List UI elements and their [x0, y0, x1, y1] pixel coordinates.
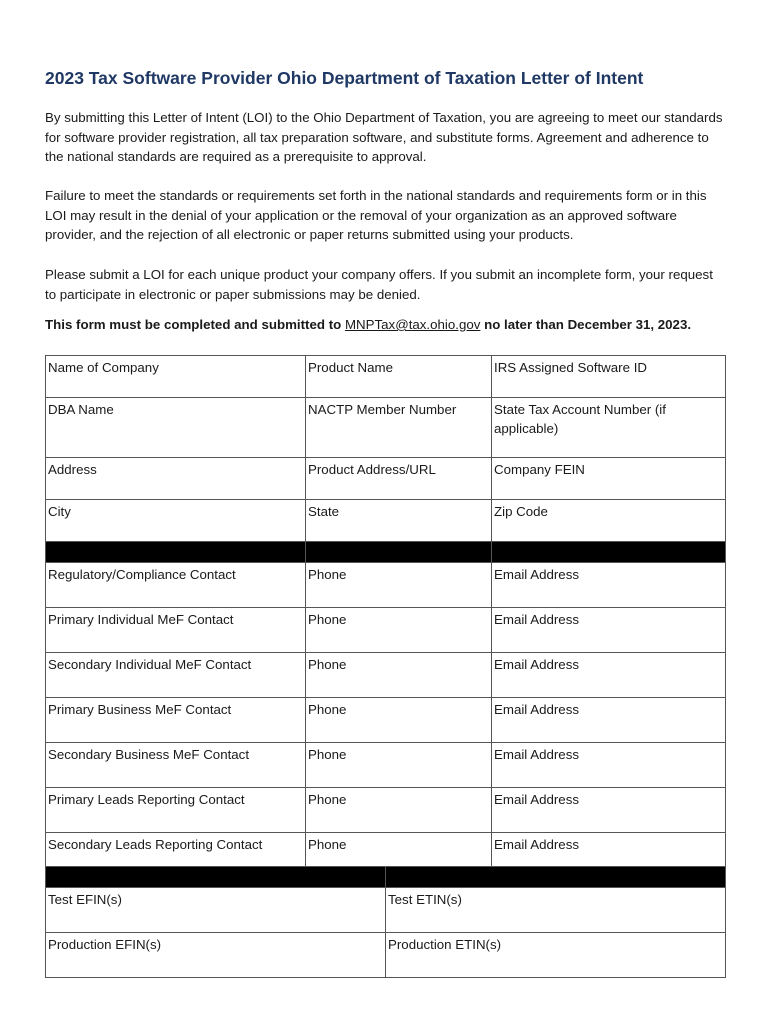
notice-suffix: no later than December 31, 2023. [480, 317, 692, 332]
contact-row [46, 743, 726, 788]
submission-paragraph: Please submit a LOI for each unique product your company offers. If you submit an incomplete form, your request to participate in electronic or paper submissions may be denied. [45, 267, 713, 302]
notice-prefix: This form must be completed and submitted to [45, 317, 345, 332]
contact-email-field[interactable]: Email Address [492, 788, 726, 833]
email-link[interactable]: MNPTax@tax.ohio.gov [344, 317, 481, 332]
efin-table [45, 866, 726, 978]
section-divider [46, 867, 726, 888]
failure-paragraph: Failure to meet the standards or requirements set forth in the national standards and requirements form or in this LOI may result in the denial of your application or the removal of your organization as an approved software provider, and the rejection of all electronic or paper returns submitted using your products. [45, 188, 707, 243]
contact-name-field[interactable]: Primary Business MeF Contact [46, 698, 306, 743]
contact-row [46, 653, 726, 698]
contact-row [46, 608, 726, 653]
contact-email-field[interactable]: Email Address [492, 743, 726, 788]
production-efin-field[interactable]: Production EFIN(s) [46, 933, 386, 978]
contact-name-field[interactable]: Primary Individual MeF Contact [46, 608, 306, 653]
contact-name-field[interactable]: Secondary Business MeF Contact [46, 743, 306, 788]
product-name-field[interactable]: Product Name [306, 356, 492, 398]
contact-phone-field[interactable]: Phone [306, 788, 492, 833]
contact-phone-field[interactable]: Phone [306, 743, 492, 788]
test-etin-field[interactable]: Test ETIN(s) [386, 888, 726, 933]
contact-phone-field[interactable]: Phone [306, 698, 492, 743]
contact-phone-field[interactable]: Phone [306, 608, 492, 653]
zip-code-field[interactable]: Zip Code [492, 500, 726, 542]
contact-phone-field[interactable]: Phone [306, 833, 492, 878]
contact-email-field[interactable]: Email Address [492, 698, 726, 743]
contact-name-field[interactable]: Regulatory/Compliance Contact [46, 563, 306, 608]
intro-paragraph: By submitting this Letter of Intent (LOI) to the Ohio Department of Taxation, you are agreeing to meet our standards for software provider registration, all tax preparation software, and substitute forms. Agreement and adherence to the national standards are required as a prerequisite to approval. [45, 110, 723, 165]
contact-email-field[interactable]: Email Address [492, 563, 726, 608]
irs-software-id-field[interactable]: IRS Assigned Software ID [492, 356, 726, 398]
test-efin-field[interactable]: Test EFIN(s) [46, 888, 386, 933]
contact-name-field[interactable]: Secondary Individual MeF Contact [46, 653, 306, 698]
address-field[interactable]: Address [46, 458, 306, 500]
contact-row [46, 698, 726, 743]
contact-name-field[interactable]: Primary Leads Reporting Contact [46, 788, 306, 833]
contact-email-field[interactable]: Email Address [492, 608, 726, 653]
company-fein-field[interactable]: Company FEIN [492, 458, 726, 500]
company-info-table [45, 355, 726, 878]
product-url-field[interactable]: Product Address/URL [306, 458, 492, 500]
dba-name-field[interactable]: DBA Name [46, 398, 306, 458]
company-name-field[interactable]: Name of Company [46, 356, 306, 398]
contact-name-field[interactable]: Secondary Leads Reporting Contact [46, 833, 306, 878]
contact-email-field[interactable]: Email Address [492, 653, 726, 698]
section-divider [46, 542, 726, 563]
state-tax-account-field[interactable]: State Tax Account Number (if applicable) [492, 398, 726, 458]
contact-email-field[interactable]: Email Address [492, 833, 726, 878]
contact-row [46, 563, 726, 608]
deadline-notice [45, 315, 725, 334]
city-field[interactable]: City [46, 500, 306, 542]
nactp-member-number-field[interactable]: NACTP Member Number [306, 398, 492, 458]
production-etin-field[interactable]: Production ETIN(s) [386, 933, 726, 978]
contact-phone-field[interactable]: Phone [306, 653, 492, 698]
contact-phone-field[interactable]: Phone [306, 563, 492, 608]
state-field[interactable]: State [306, 500, 492, 542]
page-title: 2023 Tax Software Provider Ohio Department of Taxation Letter of Intent [45, 68, 644, 88]
contact-row [46, 788, 726, 833]
